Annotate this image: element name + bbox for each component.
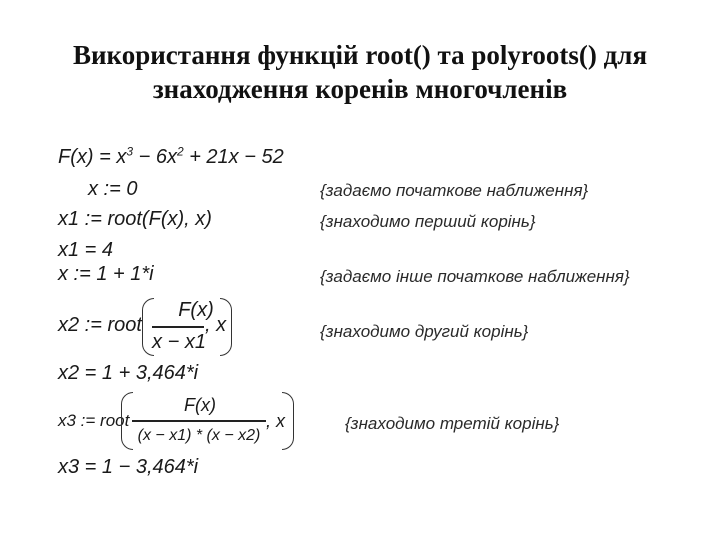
third-root-prefix: x3 := root <box>58 411 130 430</box>
second-root-result: x2 = 1 + 3,464*i <box>58 362 199 384</box>
title-line-2: знаходження коренів многочленів <box>152 74 568 104</box>
third-root-numerator: F(x) <box>184 395 216 415</box>
third-root-argument: , x <box>266 411 286 431</box>
comment-other-guess: {задаємо інше початкове наближення} <box>320 267 630 286</box>
function-def-exponent-3: 3 <box>126 144 134 159</box>
second-root-argument: , x <box>205 314 227 336</box>
second-root-numerator: F(x) <box>178 299 214 321</box>
function-def-exponent-2: 2 <box>176 144 184 159</box>
function-def-lhs: F(x) = x <box>58 146 127 168</box>
comment-second-root: {знаходимо другий корінь} <box>320 322 529 341</box>
slide-title <box>40 38 680 106</box>
initial-guess-assignment: x := 0 <box>88 178 138 200</box>
comment-initial-guess: {задаємо початкове наближення} <box>320 181 589 200</box>
comment-third-root: {знаходимо третій корінь} <box>345 414 560 433</box>
third-root-denominator: (x − x1) * (x − x2) <box>137 427 261 444</box>
second-root-prefix: x2 := root <box>58 314 142 336</box>
third-root-result: x3 = 1 − 3,464*i <box>58 456 199 478</box>
first-root-result: x1 = 4 <box>58 239 114 261</box>
second-root-denominator: x − x1 <box>152 331 206 353</box>
third-root-right-paren <box>282 392 294 450</box>
second-root-right-paren <box>220 298 232 356</box>
comment-first-root: {знаходимо перший корінь} <box>320 212 536 231</box>
first-root-definition: x1 := root(F(x), x) <box>58 208 212 230</box>
second-guess-assignment: x := 1 + 1*i <box>58 263 154 285</box>
function-def-rhs: + 21x − 52 <box>183 146 284 168</box>
second-root-fraction-bar <box>152 326 204 328</box>
function-def-mid: − 6x <box>133 146 177 168</box>
third-root-fraction-bar <box>132 420 266 422</box>
function-definition <box>58 145 284 169</box>
title-line-1: Використання функцій root() та polyroots() для <box>72 40 648 70</box>
